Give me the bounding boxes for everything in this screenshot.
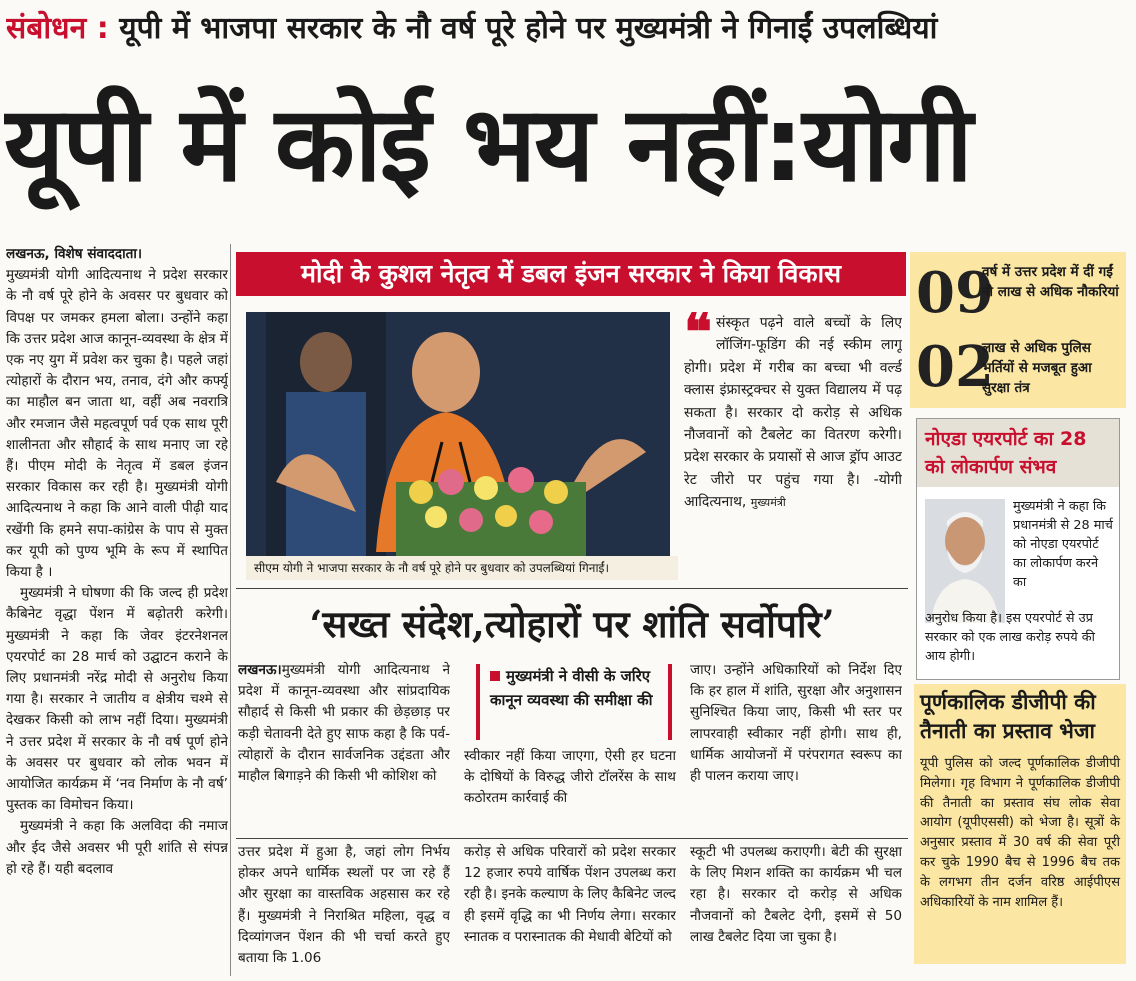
story2-col1-top-text: मुख्यमंत्री योगी आदित्यनाथ ने प्रदेश में कानून-व्यवस्था और सांप्रदायिक सौहार्द से किसी भी प्रकार की छेड़छाड़ पर कड़ी चेतावनी देते हुए साफ कहा है कि पर्व-त्योहारों के दौरान सार्वजनिक उद्दंडता और माहौल बिगाड़ने की किसी भी कोशिश को — [238, 662, 450, 785]
stat-2-number: 02 — [916, 334, 994, 400]
story2-col2-bottom: करोड़ से अधिक परिवारों को प्रदेश सरकार 12 हजार रुपये वार्षिक पेंशन उपलब्ध करा रही है। इनके कल्याण के लिए कैबिनेट जल्द ही इसमें वृद्धि का भी निर्णय लेगा। सरकार स्नातक व परास्नातक की मेधावी बेटियों को — [464, 844, 676, 945]
stat-1-number: 09 — [916, 260, 994, 326]
story2-col2-top: स्वीकार नहीं किया जाएगा, ऐसी हर घटना के दोषियों के विरुद्ध जीरो टॉलरेंस के साथ कठोरतम कार्रवाई की — [464, 748, 676, 807]
modi-photo — [925, 499, 1005, 623]
story2-dateline: लखनऊ। — [238, 662, 282, 678]
pull-box-text: मुख्यमंत्री ने वीसी के जरिए कानून व्यवस्था की समीक्षा की — [490, 667, 653, 709]
photo-caption: सीएम योगी ने भाजपा सरकार के नौ वर्ष पूरे होने पर बुधवार को उपलब्धियां गिनाईं। — [246, 556, 678, 580]
left-column — [6, 244, 228, 976]
column-divider — [230, 244, 231, 976]
left-para-3: मुख्यमंत्री ने कहा कि अलविदा की नमाज और ईद जैसे अवसर भी पूरी शांति से संपन्न हो रहे हैं। यही बदलाव — [6, 818, 228, 877]
quote-designation: मुख्यमंत्री — [750, 496, 786, 510]
dgp-body: यूपी पुलिस को जल्द पूर्णकालिक डीजीपी मिलेगा। गृह विभाग ने पूर्णकालिक डीजीपी की तैनाती का प्रस्ताव संघ लोक सेवा आयोग (यूपीएससी) को भेजा है। सूत्रों के अनुसार प्रस्ताव में 30 वर्ष की सेवा पूरी कर चुके 1990 बैच से 1996 बैच तक के लगभग तीन दर्जन वरिष्ठ आईपीएस अधिकारियों के नाम शामिल हैं। — [920, 756, 1120, 910]
subheadline: ‘सख्त संदेश,त्योहारों पर शांति सर्वोपरि’ — [309, 602, 835, 646]
story2-divider — [236, 838, 908, 839]
stat-2-text: लाख से अधिक पुलिस भर्तियों से मजबूत हुआ सुरक्षा तंत्र — [982, 340, 1092, 396]
stats-box — [910, 252, 1126, 408]
kicker-label: संबोधन : — [6, 11, 109, 46]
portrait-illustration — [925, 499, 1005, 623]
stat-1-text: वर्ष में उत्तर प्रदेश में दीं गईं नौ लाख से अधिक नौकरियां — [982, 264, 1119, 300]
noida-text-1: मुख्यमंत्री ने कहा कि प्रधानमंत्री से 28 मार्च को नोएडा एयरपोर्ट का लोकार्पण करने का — [1013, 499, 1113, 590]
quote-text: संस्कृत पढ़ने वाले बच्चों के लिए लॉजिंग-फूडिंग की नई स्कीम लागू होगी। प्रदेश में गरीब का बच्चा भी वर्ल्ड क्लास इंफ्रास्ट्रक्चर से युक्त विद्यालय में पढ़ सकता है। सरकार दो करोड़ से अधिक नौजवानों को टैबलेट का वितरण करेगी। प्रदेश सरकार के प्रयासों से आज ड्रॉप आउट रेट जीरो पर पहुंच गया है। -योगी आदित्यनाथ, — [684, 315, 902, 511]
headline: यूपी में कोई भय नहीं:योगी — [4, 83, 971, 205]
dgp-box — [914, 684, 1126, 964]
noida-title: नोएडा एयरपोर्ट का 28 को लोकार्पण संभव — [917, 419, 1119, 487]
story2-col3-top: जाए। उन्होंने अधिकारियों को निर्देश दिए कि हर हाल में शांति, सुरक्षा और अनुशासन सुनिश्चित किया जाए, किसी भी स्तर पर लापरवाही स्वीकार नहीं होगी। साथ ही, धार्मिक आयोजनों में परंपरागत स्वरूप का ही पालन कराया जाए। — [690, 662, 902, 785]
noida-box — [916, 418, 1120, 680]
story2-col1-top — [238, 660, 450, 836]
stat-1 — [916, 258, 1122, 328]
dateline: लखनऊ, विशेष संवाददाता। — [6, 246, 143, 262]
story2-col1-bottom: उत्तर प्रदेश में हुआ है, जहां लोग निर्भय होकर अपने धार्मिक स्थलों पर जा रहे हैं और सुरक्षा का वास्तविक अहसास कर रहे हैं। मुख्यमंत्री ने निराश्रित महिला, वृद्ध व दिव्यांगजन पेंशन की भी चर्चा करते हुए बताया कि 1.06 — [238, 844, 450, 967]
quote-box — [684, 312, 902, 584]
kicker-text: यूपी में भाजपा सरकार के नौ वर्ष पूरे होने पर मुख्यमंत्री ने गिनाईं उपलब्धियां — [119, 11, 938, 46]
section-divider — [236, 588, 908, 589]
pull-box — [476, 664, 672, 740]
kicker — [6, 6, 1130, 50]
speaker-illustration — [246, 312, 670, 556]
stat-2 — [916, 332, 1122, 402]
story2-col3-bottom: स्कूटी भी उपलब्ध कराएगी। बेटी की सुरक्षा के लिए मिशन शक्ति का कार्यक्रम भी चल रहा है। सरकार दो करोड़ से अधिक नौजवानों को टैबलेट देगी, इसमें से 50 लाख टैबलेट दिया जा चुका है। — [690, 844, 902, 945]
quote-mark-icon: ❝ — [684, 312, 712, 363]
square-bullet-icon — [490, 671, 500, 681]
yogi-photo — [246, 312, 670, 556]
dgp-title: पूर्णकालिक डीजीपी की तैनाती का प्रस्ताव भेजा — [920, 690, 1096, 743]
red-banner: मोदी के कुशल नेतृत्व में डबल इंजन सरकार ने किया विकास — [236, 252, 906, 296]
left-para-2: मुख्यमंत्री ने घोषणा की कि जल्द ही प्रदेश कैबिनेट वृद्धा पेंशन में बढ़ोतरी करेगी। मुख्यमंत्री ने कहा कि जेवर इंटरनेशनल एयरपोर्ट का 28 मार्च को उद्घाटन कराने के लिए प्रधानमंत्री नरेंद्र मोदी से अनुरोध किया गया है। सरकार ने जातीय व क्षेत्रीय चश्मे से देखकर किसी को लाभ नहीं दिया। मुख्यमंत्री ने उत्तर प्रदेश में सरकार के नौ वर्ष पूर्ण होने के अवसर पर बुधवार को लोक भवन में आयोजित कार्यक्रम में ‘नव निर्माण के नौ वर्ष’ पुस्तक का विमोचन किया। — [6, 585, 228, 814]
left-para-1: मुख्यमंत्री योगी आदित्यनाथ ने प्रदेश सरकार के नौ वर्ष पूरे होने के अवसर पर बुधवार को विपक्ष पर जमकर हमला बोला। उन्होंने कहा कि उत्तर प्रदेश आज कानून-व्यवस्था के क्षेत्र में एक नए युग में प्रवेश कर चुका है। पहले जहां त्योहारों के दौरान भय, तनाव, दंगे और कर्फ्यू का माहौल बन जाता था, वहीं अब नवरात्रि और रमजान जैसे महत्वपूर्ण पर्व एक साथ पूरी शालीनता और सौहार्द के साथ मनाए जा रहे हैं। पीएम मोदी के नेतृत्व में डबल इंजन सरकार विकास कर रही है। मुख्यमंत्री योगी आदित्यनाथ ने कहा कि आने वाली पीढ़ी याद रखेंगी कि हमने सपा-कांग्रेस के पाप से मुक्त कर यूपी को पुण्य भूमि के रूप में स्थापित किया है । — [6, 267, 228, 581]
noida-text-2: अनुरोध किया है। इस एयरपोर्ट से उप्र सरकार को एक लाख करोड़ रुपये की आय होगी। — [925, 611, 1095, 664]
